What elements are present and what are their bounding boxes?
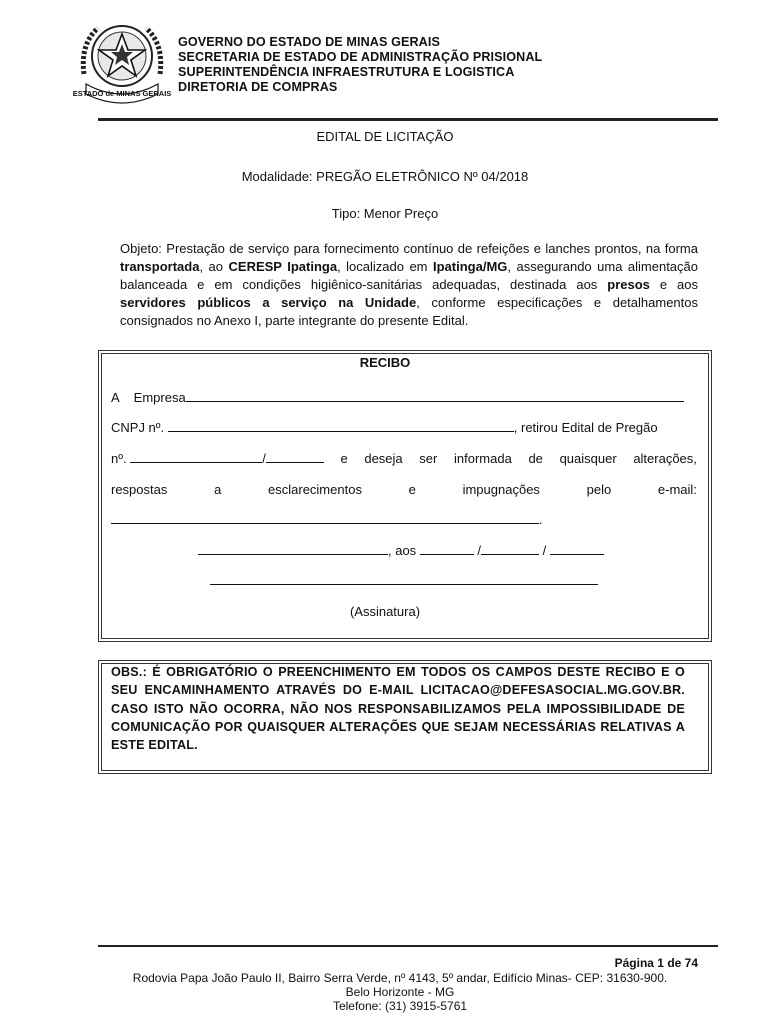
recibo-email-line: . — [111, 512, 697, 527]
modalidade: Modalidade: PREGÃO ELETRÔNICO Nº 04/2018 — [241, 169, 529, 184]
obs-notice: OBS.: É OBRIGATÓRIO O PREENCHIMENTO EM TODOS OS CAMPOS DESTE RECIBO E O SEU ENCAMINHAMENTO ATRAVÉS DO E-MAIL LICITACAO@DEFESASOCIAL.MG.GOV.BR. CASO ISTO NÃO OCORRA, NÃO NOS RESPONSABILIZAMOS PELA IMPOSSIBILIDADE DE COMUNICAÇÃO POR QUAISQUER ALTERAÇÕES QUE SEJAM NECESSÁRIAS RELATIVAS A ESTE EDITAL. — [111, 665, 685, 753]
email-field[interactable] — [111, 513, 539, 524]
header-superintendence: SUPERINTENDÊNCIA INFRAESTRUTURA E LOGISTICA — [178, 65, 515, 79]
recibo-respostas-line: respostas a esclarecimentos e impugnações pelo e-mail: — [111, 482, 697, 497]
empresa-field[interactable] — [186, 391, 684, 402]
recibo-date-line: , aos / / — [198, 543, 770, 558]
recibo-cnpj-line: CNPJ nº. , retirou Edital de Pregão — [111, 420, 658, 435]
tipo: Tipo: Menor Preço — [331, 206, 439, 221]
day-field[interactable] — [420, 544, 474, 555]
header-divider — [98, 118, 718, 121]
page-number: Página 1 de 74 — [614, 956, 698, 970]
document-title: EDITAL DE LICITAÇÃO — [316, 129, 454, 144]
month-field[interactable] — [481, 544, 539, 555]
recibo-numero-line: nº. / e deseja ser informada de quaisquer alterações, — [111, 451, 697, 466]
objeto-paragraph: Objeto: Prestação de serviço para fornecimento contínuo de refeições e lanches prontos, na forma transportada, ao CERESP Ipatinga, localizado em Ipatinga/MG, assegurando uma alimentação balanceada e em condições higiênico-sanitárias adequadas, destinada aos presos e aos servidores públicos a serviço na Unidade, conforme especificações e detalhamentos consignados no Anexo I, parte integrante do presente Edital. — [120, 241, 699, 328]
svg-text:ESTADO de MINAS GERAIS: ESTADO de MINAS GERAIS — [72, 89, 172, 98]
recibo-title: RECIBO — [359, 355, 411, 370]
cnpj-field[interactable] — [168, 421, 514, 432]
footer-city: Belo Horizonte - MG — [345, 985, 455, 999]
local-field[interactable] — [198, 544, 388, 555]
ano-field[interactable] — [266, 452, 324, 463]
header-government: GOVERNO DO ESTADO DE MINAS GERAIS — [178, 35, 440, 49]
year-field[interactable] — [550, 544, 604, 555]
footer-address: Rodovia Papa João Paulo II, Bairro Serra Verde, nº 4143, 5º andar, Edifício Minas- CEP: 31630-900. — [132, 971, 668, 985]
signature-label: (Assinatura) — [349, 604, 421, 619]
numero-field[interactable] — [130, 452, 262, 463]
header-directorate: DIRETORIA DE COMPRAS — [178, 80, 338, 94]
footer-divider — [98, 945, 718, 947]
recibo-empresa-line: A Empresa — [111, 390, 697, 405]
signature-line[interactable] — [210, 584, 598, 585]
footer-phone: Telefone: (31) 3915-5761 — [332, 999, 468, 1013]
state-seal-icon — [72, 14, 172, 110]
header-secretariat: SECRETARIA DE ESTADO DE ADMINISTRAÇÃO PRISIONAL — [178, 50, 543, 64]
